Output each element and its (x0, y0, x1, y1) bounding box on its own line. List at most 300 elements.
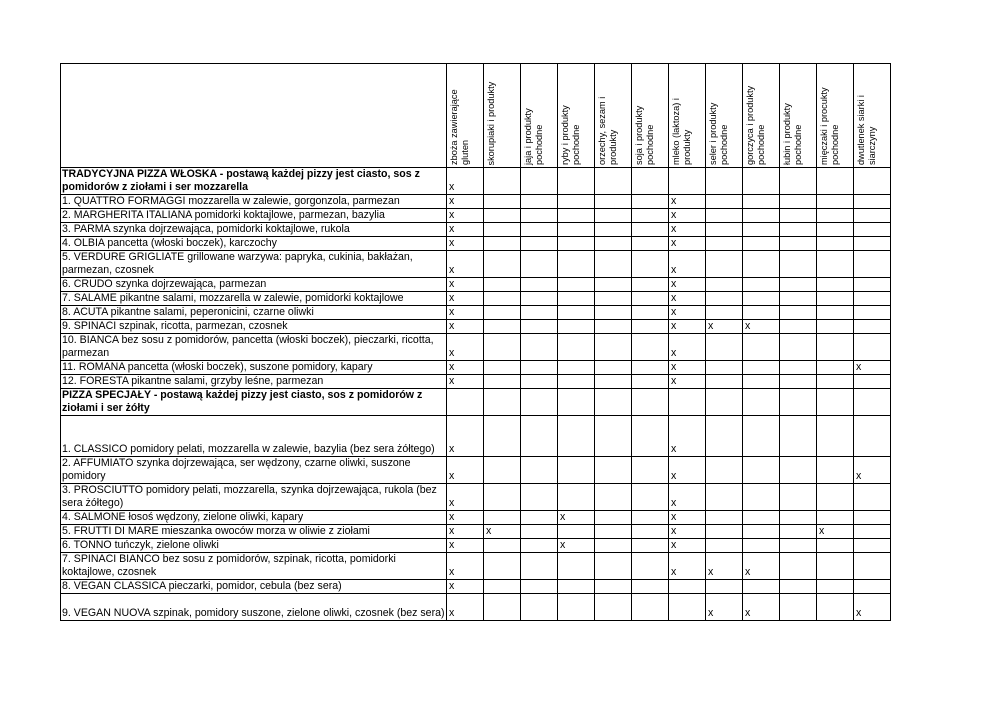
allergen-mark-cell (595, 223, 632, 237)
allergen-header-wrap (780, 66, 814, 167)
allergen-mark-cell (706, 278, 743, 292)
allergen-header-0 (447, 64, 484, 168)
allergen-header-3 (558, 64, 595, 168)
allergen-mark-cell (669, 195, 706, 209)
allergen-mark-cell (817, 553, 854, 580)
allergen-mark-cell (558, 525, 595, 539)
allergen-mark-cell (854, 457, 891, 484)
allergen-mark-cell (854, 209, 891, 223)
allergen-mark: x (449, 264, 455, 276)
table-header-row (61, 64, 891, 168)
allergen-mark-cell (743, 223, 780, 237)
allergen-mark-cell (780, 320, 817, 334)
allergen-mark-cell (558, 195, 595, 209)
allergen-mark-cell (595, 195, 632, 209)
allergen-mark-cell (484, 539, 521, 553)
allergen-mark-cell (447, 334, 484, 361)
allergen-mark-cell (558, 251, 595, 278)
menu-item-row (61, 237, 891, 251)
allergen-mark-cell (706, 389, 743, 416)
allergen-mark-cell (595, 511, 632, 525)
allergen-mark-cell (447, 539, 484, 553)
menu-item-ingredients: pikantne salami, grzyby leśne, parmezan (128, 375, 324, 387)
allergen-mark-cell (743, 511, 780, 525)
allergen-mark-cell (484, 375, 521, 389)
allergen-mark-cell (669, 553, 706, 580)
allergen-mark-cell (706, 580, 743, 594)
allergen-mark-cell (447, 237, 484, 251)
allergen-mark-cell (817, 375, 854, 389)
allergen-mark-cell (780, 457, 817, 484)
allergen-mark-cell (558, 361, 595, 375)
menu-item-description (61, 209, 447, 223)
allergen-mark-cell (780, 306, 817, 320)
allergen-mark: x (856, 470, 862, 482)
allergen-mark-cell (521, 553, 558, 580)
menu-item-description (61, 195, 447, 209)
menu-item-description (61, 361, 447, 375)
allergen-mark-cell (558, 416, 595, 457)
allergen-mark-cell (817, 306, 854, 320)
allergen-mark-cell (854, 306, 891, 320)
allergen-mark-cell (447, 580, 484, 594)
allergen-mark-cell (521, 306, 558, 320)
allergen-header-wrap (632, 66, 666, 167)
allergen-mark-cell (484, 306, 521, 320)
allergen-mark-cell (484, 195, 521, 209)
allergen-mark-cell (595, 375, 632, 389)
allergen-mark-cell (447, 320, 484, 334)
allergen-mark: x (560, 539, 566, 551)
allergen-mark-cell (669, 361, 706, 375)
allergen-mark-cell (632, 251, 669, 278)
allergen-header-wrap (595, 66, 629, 167)
menu-item-ingredients: bez sosu z pomidorów, pancetta (włoski boczek), pieczarki, ricotta, parmezan (62, 334, 434, 359)
menu-item-name: 9. VEGAN NUOVA (62, 607, 151, 619)
allergen-mark-cell (521, 320, 558, 334)
menu-item-name: 3. PROSCIUTTO (62, 484, 144, 496)
menu-item-name: 3. PARMA (62, 223, 111, 235)
menu-item-description (61, 539, 447, 553)
allergen-mark-cell (632, 484, 669, 511)
allergen-mark-cell (595, 361, 632, 375)
menu-item-name: 10. BIANCA (62, 334, 119, 346)
allergen-mark-cell (854, 553, 891, 580)
allergen-mark-cell (854, 361, 891, 375)
allergen-mark-cell (447, 195, 484, 209)
allergen-header-10 (817, 64, 854, 168)
allergen-mark: x (449, 470, 455, 482)
section-title-line: PIZZA SPECJAŁY - postawą każdej pizzy jest ciasto, sos z pomidorów z (62, 389, 423, 401)
allergen-mark-cell (632, 416, 669, 457)
allergen-mark-cell (706, 306, 743, 320)
allergen-mark: x (671, 470, 677, 482)
allergen-mark: x (449, 497, 455, 509)
allergen-mark-cell (817, 195, 854, 209)
allergen-mark-cell (854, 580, 891, 594)
allergen-mark-cell (706, 251, 743, 278)
allergen-mark-cell (632, 168, 669, 195)
menu-item-description (61, 416, 447, 457)
allergen-mark-cell (632, 539, 669, 553)
menu-item-row (61, 320, 891, 334)
allergen-mark-cell (669, 306, 706, 320)
allergen-mark-cell (447, 511, 484, 525)
allergen-mark-cell (558, 223, 595, 237)
allergen-mark-cell (632, 389, 669, 416)
allergen-mark: x (449, 607, 455, 619)
allergen-mark-cell (817, 320, 854, 334)
allergen-mark-cell (854, 511, 891, 525)
allergen-mark-cell (706, 553, 743, 580)
allergen-mark-cell (558, 539, 595, 553)
allergen-mark-cell (595, 484, 632, 511)
allergen-mark: x (671, 237, 677, 249)
allergen-mark-cell (521, 223, 558, 237)
menu-item-description (61, 484, 447, 511)
allergen-mark-cell (632, 223, 669, 237)
allergen-mark-cell (521, 416, 558, 457)
allergen-header-wrap (521, 66, 555, 167)
allergen-mark-cell (743, 375, 780, 389)
allergen-mark: x (671, 375, 677, 387)
allergen-mark-cell (854, 223, 891, 237)
allergen-mark: x (671, 223, 677, 235)
menu-item-name: 12. FORESTA (62, 375, 129, 387)
allergen-header-label: soja i produkty pochodne (634, 105, 655, 165)
allergen-mark-cell (706, 334, 743, 361)
allergen-mark-cell (743, 306, 780, 320)
allergen-mark: x (449, 292, 455, 304)
allergen-mark-cell (484, 389, 521, 416)
allergen-mark-cell (484, 168, 521, 195)
allergen-mark-cell (521, 361, 558, 375)
allergen-mark-cell (669, 539, 706, 553)
allergen-header-1 (484, 64, 521, 168)
menu-item-ingredients: szynka dojrzewająca, ser wędzony, czarne oliwki, suszone pomidory (62, 457, 411, 482)
allergen-mark: x (449, 237, 455, 249)
allergen-mark: x (449, 347, 455, 359)
menu-item-description (61, 251, 447, 278)
menu-item-ingredients: szynka dojrzewająca, parmezan (112, 278, 267, 290)
allergen-mark-cell (447, 553, 484, 580)
allergen-mark: x (449, 195, 455, 207)
menu-item-name: 6. TONNO (62, 539, 112, 551)
allergen-mark-cell (447, 361, 484, 375)
allergen-mark-cell (817, 209, 854, 223)
menu-item-name: 5. FRUTTI DI MARE (62, 525, 159, 537)
allergen-mark-cell (854, 195, 891, 209)
allergen-mark: x (671, 566, 677, 578)
allergen-mark-cell (743, 168, 780, 195)
table-body (61, 168, 891, 621)
allergen-mark-cell (558, 484, 595, 511)
allergen-mark-cell (743, 195, 780, 209)
allergen-mark-cell (521, 594, 558, 621)
allergen-mark: x (708, 566, 714, 578)
allergen-mark-cell (669, 168, 706, 195)
allergen-header-wrap (447, 66, 481, 167)
allergen-mark-cell (780, 594, 817, 621)
allergen-mark-cell (706, 237, 743, 251)
allergen-mark-cell (632, 594, 669, 621)
allergen-mark-cell (484, 223, 521, 237)
allergen-mark-cell (780, 484, 817, 511)
allergen-mark-cell (595, 389, 632, 416)
allergen-mark-cell (632, 580, 669, 594)
allergen-mark-cell (669, 484, 706, 511)
allergen-mark-cell (780, 223, 817, 237)
menu-item-row (61, 511, 891, 525)
allergen-mark-cell (817, 251, 854, 278)
menu-item-name: 1. QUATTRO FORMAGGI (62, 195, 186, 207)
menu-item-ingredients: pikantne salami, peperonicini, czarne oliwki (107, 306, 314, 318)
allergen-mark-cell (669, 594, 706, 621)
allergen-mark-cell (558, 457, 595, 484)
allergen-mark: x (671, 497, 677, 509)
allergen-mark: x (671, 525, 677, 537)
menu-item-row (61, 553, 891, 580)
allergen-mark-cell (743, 539, 780, 553)
menu-item-row (61, 306, 891, 320)
allergen-mark-cell (669, 251, 706, 278)
menu-item-description (61, 334, 447, 361)
allergen-mark-cell (521, 237, 558, 251)
allergen-mark-cell (558, 553, 595, 580)
allergen-mark: x (449, 443, 455, 455)
menu-item-description (61, 223, 447, 237)
allergen-mark: x (449, 181, 455, 193)
allergen-mark-cell (854, 237, 891, 251)
allergen-mark-cell (632, 511, 669, 525)
menu-item-row (61, 457, 891, 484)
menu-item-name: 6. CRUDO (62, 278, 113, 290)
allergen-mark: x (449, 511, 455, 523)
allergen-mark-cell (780, 334, 817, 361)
allergen-mark-cell (854, 389, 891, 416)
allergen-mark-cell (780, 237, 817, 251)
allergen-header-label: orzechy, sezam i produkty (597, 96, 618, 165)
allergen-mark-cell (521, 525, 558, 539)
allergen-header-label: mleko (laktoza) i produkty (671, 98, 692, 165)
allergen-header-wrap (854, 66, 888, 167)
allergen-mark-cell (484, 416, 521, 457)
allergen-mark-cell (447, 209, 484, 223)
menu-item-name: 1. CLASSICO (62, 443, 128, 455)
allergen-mark-cell (780, 209, 817, 223)
menu-item-ingredients: pomidory pelati, mozzarella, szynka dojrzewająca, rukola (bez sera żółtego) (62, 484, 437, 509)
allergen-mark: x (449, 566, 455, 578)
allergen-mark-cell (780, 416, 817, 457)
menu-item-row (61, 539, 891, 553)
allergen-mark-cell (558, 320, 595, 334)
allergen-mark-cell (484, 361, 521, 375)
allergen-mark-cell (669, 320, 706, 334)
allergen-mark-cell (669, 375, 706, 389)
allergen-mark-cell (447, 457, 484, 484)
allergen-mark-cell (447, 306, 484, 320)
allergen-header-label: zboża zawierające gluten (449, 89, 470, 165)
allergen-header-wrap (484, 66, 518, 167)
menu-item-description (61, 525, 447, 539)
menu-item-ingredients: bez sosu z pomidorów, szpinak, ricotta, pomidorki koktajlowe, czosnek (62, 553, 396, 578)
allergen-mark-cell (632, 361, 669, 375)
allergen-mark-cell (484, 553, 521, 580)
menu-item-description (61, 594, 447, 621)
allergen-mark-cell (854, 484, 891, 511)
allergen-mark-cell (780, 511, 817, 525)
allergen-mark-cell (558, 292, 595, 306)
menu-item-ingredients: szpinak, pomidory suszone, zielone oliwki, czosnek (bez sera) (150, 607, 445, 619)
allergen-mark-cell (484, 237, 521, 251)
allergen-mark-cell (558, 209, 595, 223)
allergen-mark-cell (521, 484, 558, 511)
menu-item-row (61, 251, 891, 278)
allergen-mark-cell (484, 525, 521, 539)
allergen-mark-cell (706, 223, 743, 237)
allergen-mark-cell (743, 278, 780, 292)
menu-item-row (61, 525, 891, 539)
allergen-mark-cell (595, 237, 632, 251)
allergen-mark-cell (706, 209, 743, 223)
allergen-mark-cell (632, 375, 669, 389)
menu-item-ingredients: pancetta (włoski boczek), karczochy (104, 237, 277, 249)
menu-item-name: 2. AFFUMIATO (62, 457, 134, 469)
allergen-mark-cell (669, 416, 706, 457)
allergen-mark-cell (558, 168, 595, 195)
allergen-mark: x (671, 443, 677, 455)
section-title-line: TRADYCYJNA PIZZA WŁOSKA - postawą każdej pizzy jest ciasto, sos z (62, 168, 420, 180)
allergen-mark-cell (595, 334, 632, 361)
allergen-mark-cell (706, 511, 743, 525)
menu-item-description (61, 320, 447, 334)
allergen-mark-cell (817, 580, 854, 594)
allergen-mark-cell (595, 306, 632, 320)
allergen-mark: x (560, 511, 566, 523)
allergen-mark-cell (669, 237, 706, 251)
menu-item-description (61, 306, 447, 320)
allergen-mark-cell (595, 553, 632, 580)
allergen-mark-cell (558, 594, 595, 621)
allergen-mark-cell (595, 594, 632, 621)
allergen-mark: x (449, 580, 455, 592)
section-title-line: ziołami i ser żółty (62, 402, 150, 414)
menu-item-row (61, 209, 891, 223)
allergen-mark-cell (743, 416, 780, 457)
allergen-mark-cell (632, 209, 669, 223)
allergen-mark-cell (632, 553, 669, 580)
menu-item-description (61, 278, 447, 292)
menu-item-description (61, 292, 447, 306)
menu-item-row (61, 361, 891, 375)
allergen-mark-cell (780, 251, 817, 278)
menu-item-name: 5. VERDURE GRIGLIATE (62, 251, 185, 263)
allergen-mark-cell (484, 580, 521, 594)
allergen-mark: x (449, 320, 455, 332)
menu-item-row (61, 580, 891, 594)
allergen-mark-cell (484, 292, 521, 306)
allergen-mark: x (449, 278, 455, 290)
allergen-mark-cell (521, 375, 558, 389)
allergen-mark: x (708, 320, 714, 332)
allergen-mark: x (671, 361, 677, 373)
allergen-mark-cell (743, 334, 780, 361)
allergen-mark-cell (743, 553, 780, 580)
allergen-mark-cell (817, 511, 854, 525)
allergen-mark-cell (743, 389, 780, 416)
allergen-mark-cell (447, 594, 484, 621)
allergen-mark-cell (780, 195, 817, 209)
allergen-mark-cell (669, 389, 706, 416)
menu-item-row (61, 292, 891, 306)
menu-item-ingredients: łosoś wędzony, zielone oliwki, kapary (125, 511, 304, 523)
allergen-mark-cell (706, 457, 743, 484)
allergen-mark-cell (706, 361, 743, 375)
menu-item-description (61, 553, 447, 580)
menu-item-row (61, 334, 891, 361)
allergen-mark: x (671, 278, 677, 290)
allergen-mark-cell (817, 416, 854, 457)
allergen-mark: x (449, 525, 455, 537)
allergen-mark: x (745, 566, 751, 578)
allergen-header-wrap (817, 66, 851, 167)
allergen-mark-cell (484, 594, 521, 621)
allergen-header-wrap (743, 66, 777, 167)
menu-item-row (61, 375, 891, 389)
menu-item-ingredients: grillowane warzywa: papryka, cukinia, bakłażan, parmezan, czosnek (62, 251, 413, 276)
allergen-mark-cell (521, 334, 558, 361)
allergen-header-label: dwutlenek siarki i siarczyny (856, 95, 877, 165)
allergen-mark-cell (595, 539, 632, 553)
allergen-mark-cell (817, 168, 854, 195)
allergen-mark-cell (706, 416, 743, 457)
allergen-mark-cell (817, 361, 854, 375)
menu-item-ingredients: pancetta (włoski boczek), suszone pomidory, kapary (124, 361, 373, 373)
allergen-mark-cell (521, 389, 558, 416)
allergen-mark: x (449, 361, 455, 373)
allergen-header-5 (632, 64, 669, 168)
allergen-mark-cell (854, 539, 891, 553)
allergen-mark: x (449, 539, 455, 551)
menu-item-ingredients: pomidory pelati, mozzarella w zalewie, bazylia (bez sera żółtego) (127, 443, 435, 455)
menu-item-ingredients: szynka dojrzewająca, pomidorki koktajlowe, rukola (110, 223, 350, 235)
allergen-mark-cell (780, 292, 817, 306)
allergen-mark-cell (669, 511, 706, 525)
allergen-mark-cell (854, 168, 891, 195)
menu-item-name: 8. ACUTA (62, 306, 108, 318)
allergen-mark-cell (595, 209, 632, 223)
allergen-mark-cell (558, 237, 595, 251)
allergen-mark-cell (780, 539, 817, 553)
allergen-mark-cell (595, 320, 632, 334)
allergen-mark-cell (595, 251, 632, 278)
allergen-mark-cell (558, 334, 595, 361)
allergen-mark-cell (595, 580, 632, 594)
allergen-mark: x (671, 347, 677, 359)
allergen-mark-cell (669, 580, 706, 594)
allergen-mark-cell (447, 416, 484, 457)
allergen-mark-cell (632, 278, 669, 292)
allergen-mark-cell (447, 484, 484, 511)
allergen-mark-cell (484, 484, 521, 511)
menu-item-name: 7. SPINACI BIANCO (62, 553, 160, 565)
allergen-mark-cell (447, 525, 484, 539)
allergen-mark-cell (558, 375, 595, 389)
allergen-mark-cell (780, 525, 817, 539)
allergen-header-7 (706, 64, 743, 168)
allergen-mark: x (745, 607, 751, 619)
allergen-mark-cell (595, 457, 632, 484)
